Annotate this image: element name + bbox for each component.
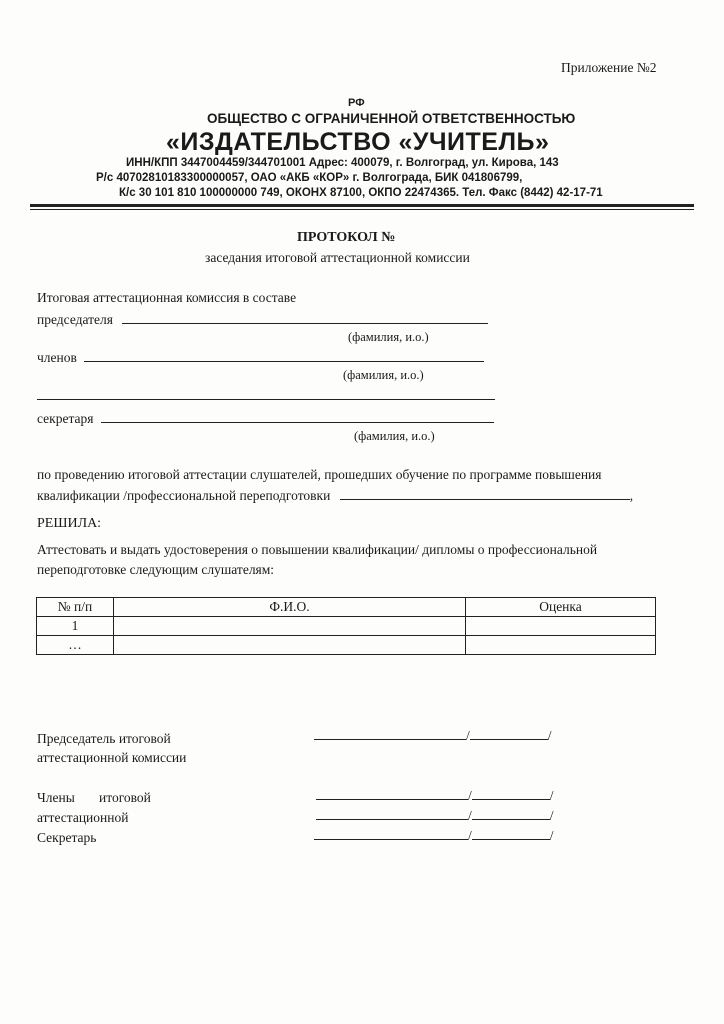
signature-separator: /	[549, 788, 554, 803]
member2-signature-field	[316, 807, 554, 824]
table-row	[37, 636, 656, 655]
signature-separator: /	[468, 828, 472, 843]
decision-line1: Аттестовать и выдать удостоверения о повышении квалификации/ дипломы о профессиональной	[37, 542, 598, 557]
chairman-signature-field	[314, 727, 552, 744]
row-number: …	[37, 636, 114, 655]
appendix-label: Приложение №2	[561, 60, 657, 75]
chairman-row	[37, 311, 488, 328]
chairman-name-hint: (фамилия, и.о.)	[348, 330, 429, 344]
members-label: членов	[37, 350, 77, 365]
program-name-blank[interactable]	[340, 487, 630, 500]
sign-chairman-line2: аттестационной комиссии	[37, 750, 187, 765]
sign-members-line1-b: итоговой	[99, 790, 151, 805]
member2-initials-blank[interactable]	[472, 807, 550, 820]
sign-members-line1-a: Члены	[37, 790, 75, 805]
purpose-line2-comma: ,	[629, 488, 634, 503]
members-name-blank[interactable]	[84, 349, 484, 362]
row-name[interactable]	[114, 617, 466, 636]
chairman-signature-blank[interactable]	[314, 727, 466, 740]
secretary-signature-field	[314, 827, 554, 844]
header-name: Ф.И.О.	[114, 598, 466, 617]
secretary-label: секретаря	[37, 411, 94, 426]
purpose-line1: по проведению итоговой аттестации слушателей, прошедших обучение по программе повышения	[37, 467, 602, 482]
chairman-initials-blank[interactable]	[470, 727, 548, 740]
chairman-label: председателя	[37, 312, 113, 327]
signature-separator: /	[547, 728, 552, 743]
letterhead-org-type: ОБЩЕСТВО С ОГРАНИЧЕННОЙ ОТВЕТСТВЕННОСТЬЮ	[207, 111, 576, 126]
signature-separator: /	[466, 728, 470, 743]
sign-secretary: Секретарь	[37, 830, 97, 845]
secretary-signature-blank[interactable]	[314, 827, 468, 840]
letterhead-requisites-line2: Р/с 40702810183300000057, ОАО «АКБ «КОР» г. Волгограда, БИК 041806799,	[96, 172, 523, 184]
signature-separator: /	[549, 828, 554, 843]
letterhead-requisites-line3: К/с 30 101 810 100000000 749, ОКОНХ 87100, ОКПО 22474365. Тел. Факс (8442) 42-17-71	[119, 187, 603, 199]
purpose-row	[37, 487, 633, 504]
letterhead-requisites-line1: ИНН/КПП 3447004459/344701001 Адрес: 400079, г. Волгоград, ул. Кирова, 143	[126, 157, 559, 169]
decision-line2: переподготовке следующим слушателям:	[37, 562, 275, 577]
members-row	[37, 349, 484, 366]
document-subtitle: заседания итоговой аттестационной комиссии	[205, 250, 470, 265]
secretary-row	[37, 410, 494, 427]
purpose-line2: квалификации /профессиональной переподготовки	[37, 488, 331, 503]
header-number: № п/п	[37, 598, 114, 617]
document-title: ПРОТОКОЛ №	[297, 230, 396, 245]
secretary-name-hint: (фамилия, и.о.)	[354, 429, 435, 443]
letterhead-thick-rule	[30, 204, 694, 207]
signature-separator: /	[468, 788, 472, 803]
letterhead-org-name: «ИЗДАТЕЛЬСТВО «УЧИТЕЛЬ»	[166, 128, 550, 156]
secretary-name-blank[interactable]	[101, 410, 494, 423]
table-row	[37, 617, 656, 636]
member1-initials-blank[interactable]	[472, 787, 550, 800]
letterhead-thin-rule	[30, 209, 694, 210]
secretary-initials-blank[interactable]	[472, 827, 550, 840]
header-grade: Оценка	[466, 598, 656, 617]
row-grade[interactable]	[466, 636, 656, 655]
letterhead-country: РФ	[348, 97, 365, 109]
signature-separator: /	[468, 808, 472, 823]
members-extra-blank[interactable]	[37, 399, 495, 400]
row-number: 1	[37, 617, 114, 636]
row-grade[interactable]	[466, 617, 656, 636]
table-header-row	[37, 598, 656, 617]
chairman-name-blank[interactable]	[122, 311, 488, 324]
member2-signature-blank[interactable]	[316, 807, 468, 820]
members-name-hint: (фамилия, и.о.)	[343, 368, 424, 382]
sign-chairman-line1: Председатель итоговой	[37, 731, 171, 746]
sign-members-line2: аттестационной	[37, 810, 129, 825]
attestation-table	[36, 597, 656, 655]
member1-signature-field	[316, 787, 554, 804]
signature-separator: /	[549, 808, 554, 823]
member1-signature-blank[interactable]	[316, 787, 468, 800]
decision-label: РЕШИЛА:	[37, 516, 102, 531]
commission-intro: Итоговая аттестационная комиссия в составе	[37, 290, 297, 305]
row-name[interactable]	[114, 636, 466, 655]
